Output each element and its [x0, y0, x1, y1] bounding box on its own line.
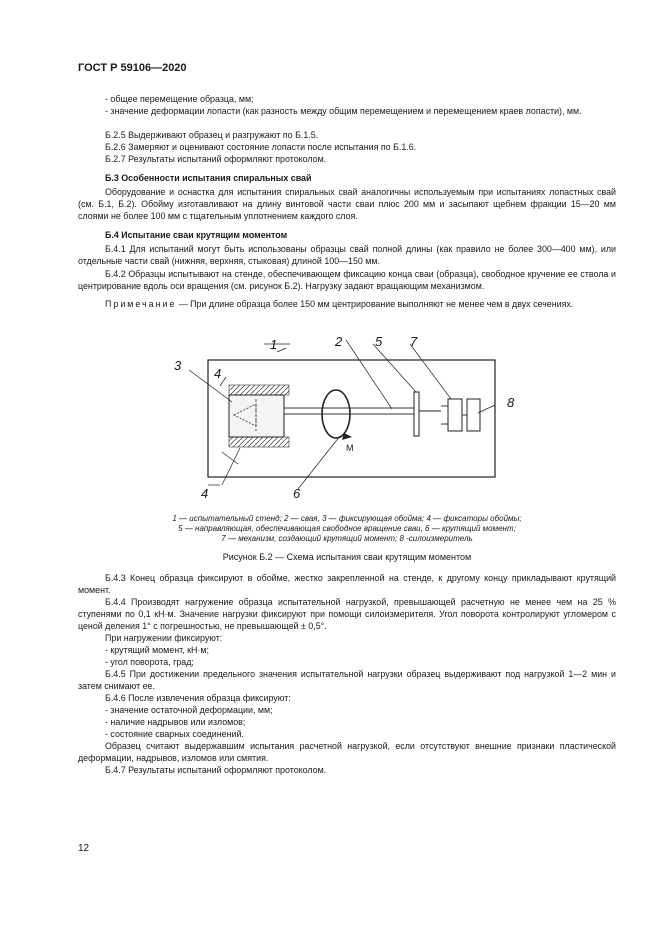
fig-label-4-top: 4	[214, 366, 222, 381]
guide	[414, 392, 419, 436]
fig-label-2: 2	[335, 334, 343, 349]
list-item: - крутящий момент, кН·м;	[105, 645, 209, 655]
paragraph: Оборудование и оснастка для испытания спиральных свай аналогичны используемым при испытаниях лопастных свай (см. Б.1, Б.2). Обойму изготавливают на длину винтовой части сваи плюс 200 мм и засыпают щебнем фракции 15—20 мм слоями не более 100 мм с тщательным уплотнением каждого слоя.	[78, 187, 616, 222]
list-item: - угол поворота, град;	[105, 657, 194, 667]
figure-title: Рисунок Б.2 — Схема испытания сваи крутящим моментом	[222, 552, 472, 562]
list-item: - значение остаточной деформации, мм;	[105, 705, 273, 715]
fig-label-6: 6	[293, 486, 301, 501]
paragraph: Б.4.6 После извлечения образца фиксируют:	[105, 693, 291, 703]
paragraph: Б.2.5 Выдерживают образец и разгружают по Б.1.5.	[105, 130, 319, 140]
dynamometer	[467, 399, 480, 431]
paragraph: Б.4.1 Для испытаний могут быть использованы образцы свай полной длины (как правило не более 300—400 мм), или отдельные части свай (нижняя, верхняя, стыковая) длиной 100—150 мм.	[78, 244, 616, 267]
note-text: — При длине образца более 150 мм центрирование выполняют не менее чем в двух сечениях.	[176, 299, 574, 309]
clamp-top	[229, 385, 289, 395]
paragraph: Б.2.6 Замеряют и оценивают состояние лопасти после испытания по Б.1.6.	[105, 142, 417, 152]
fig-label-1: 1	[270, 337, 278, 352]
figure-caption-line: 1 — испытательный стенд; 2 — свая, 3 — фиксирующая обойма; 4 — фиксаторы обоймы;	[172, 514, 522, 523]
paragraph: Б.4.2 Образцы испытывают на стенде, обеспечивающем фиксацию конца сваи (образца), свободное кручение ее ствола и центрирование вдоль оси вращения (см. рисунок Б.2). Нагрузку задают вращающим механизмом.	[78, 269, 616, 292]
paragraph: Б.4.7 Результаты испытаний оформляют протоколом.	[105, 765, 327, 775]
figure-caption-line: 7 — механизм, создающий крутящий момент; 8 -силоизмеритель	[221, 534, 473, 543]
torque-mechanism	[448, 399, 462, 431]
fig-label-4-bottom: 4	[201, 486, 209, 501]
list-item: - состояние сварных соединений.	[105, 729, 244, 739]
list-item: - наличие надрывов или изломов;	[105, 717, 246, 727]
fixing-cage	[229, 395, 284, 437]
paragraph: Б.2.7 Результаты испытаний оформляют протоколом.	[105, 154, 327, 164]
paragraph: Б.4.5 При достижении предельного значения испытательной нагрузки образец выдерживают под нагрузкой 1—2 мин и затем снимают ее.	[78, 669, 616, 692]
section-heading: Б.3 Особенности испытания спиральных свай	[105, 173, 312, 183]
fig-label-8: 8	[507, 395, 515, 410]
section-heading: Б.4 Испытание сваи крутящим моментом	[105, 230, 288, 240]
list-item: - общее перемещение образца, мм;	[105, 94, 254, 104]
clamp-bottom	[229, 437, 289, 447]
list-item: - значение деформации лопасти (как разность между общим перемещением и перемещением краев лопасти), мм.	[105, 106, 582, 116]
fig-label-7: 7	[410, 334, 418, 349]
paragraph: Образец считают выдержавшим испытания расчетной нагрузкой, если отсутствуют внешние признаки пластической деформации, надрывов, изломов или смятия.	[78, 741, 616, 764]
note-label: Примечание	[105, 299, 177, 309]
paragraph: Б.4.4 Производят нагружение образца испытательной нагрузкой, превышающей расчетную не менее чем на 25 % ступенями по 0,1 кН·м. Значение нагрузки фиксируют при помощи силоизмерителя. Угол поворота контролируют угломером с ценой деления 1° с погрешностью, не превышающей ± 0,5°.	[78, 597, 616, 632]
fig-label-3: 3	[174, 358, 182, 373]
page-number: 12	[78, 843, 90, 854]
document-header: ГОСТ Р 59106—2020	[78, 62, 187, 74]
fig-label-5: 5	[375, 334, 383, 349]
figure-caption-line: 5 — направляющая, обеспечивающая свободное вращение сваи, 6 — крутящий момент;	[178, 524, 516, 533]
fig-label-m: М	[346, 443, 354, 453]
paragraph: Б.4.3 Конец образца фиксируют в обойме, жестко закрепленной на стенде, к другому концу прикладывают крутящий момент.	[78, 573, 616, 596]
paragraph: При нагружении фиксируют:	[105, 633, 223, 643]
